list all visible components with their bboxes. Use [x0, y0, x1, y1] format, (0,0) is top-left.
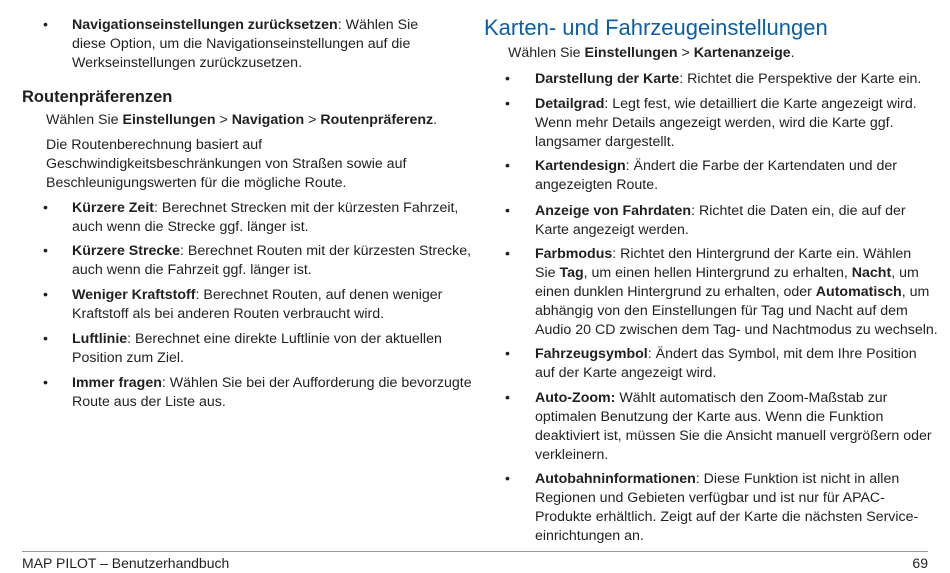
bullet: •: [505, 471, 510, 487]
footer-divider: [22, 551, 928, 552]
page-number: 69: [912, 555, 928, 571]
bullet: •: [505, 346, 510, 362]
list-item-kartendesign: • Kartendesign: Ändert die Farbe der Kartendaten und der angezeigten Route.: [505, 158, 897, 193]
menu-path: Wählen Sie Einstellungen > Navigation > Routenpräferenz.: [46, 112, 438, 128]
list-item-kuerzere-zeit: • Kürzere Zeit: Berechnet Strecken mit der kürzesten Fahrzeit, auch wenn die Strecke ggf. länger ist.: [43, 200, 459, 235]
list-item-reset: • Navigationseinstellungen zurücksetzen: Wählen Sie diese Option, um die Navigationseinstellungen auf die Werkseinstellungen zurückzusetzen.: [43, 17, 419, 71]
footer-title: MAP PILOT – Benutzerhandbuch: [22, 555, 230, 571]
bullet: •: [505, 71, 510, 87]
bullet: •: [43, 287, 48, 303]
bullet: •: [43, 375, 48, 391]
list-item-weniger-kraftstoff: • Weniger Kraftstoff: Berechnet Routen, auf denen weniger Kraftstoff als bei anderen Routen verbraucht wird.: [43, 287, 443, 322]
bullet: •: [43, 331, 48, 347]
bullet: •: [505, 96, 510, 112]
list-item-autobahninformationen: • Autobahninformationen: Diese Funktion ist nicht in allen Regionen und Gebieten verfügbar und ist nur für APAC- Produkte erhältlich. Zeigt auf der Karte die nächsten Service- einrichtungen an.: [505, 471, 919, 544]
bullet: •: [43, 200, 48, 216]
bullet: •: [505, 246, 510, 262]
list-item-auto-zoom: • Auto-Zoom: Wählt automatisch den Zoom-Maßstab zur optimalen Benutzung der Karte aus. Wenn die Funktion deaktiviert ist, müssen Sie die Ansicht manuell vergrößern oder verkleinern.: [505, 390, 932, 463]
list-item-fahrdaten: • Anzeige von Fahrdaten: Richtet die Daten ein, die auf der Karte angezeigt werden.: [505, 203, 906, 238]
bullet: •: [505, 203, 510, 219]
item-term: Navigationseinstellungen zurücksetzen: [72, 17, 338, 33]
list-item-detailgrad: • Detailgrad: Legt fest, wie detailliert die Karte angezeigt wird. Wenn mehr Details angezeigt werden, wird die Karte ggf. langsamer dargestellt.: [505, 96, 917, 150]
bullet: •: [43, 17, 48, 33]
bullet: •: [505, 158, 510, 174]
bullet: •: [505, 390, 510, 406]
menu-path: Wählen Sie Einstellungen > Kartenanzeige.: [508, 45, 795, 61]
list-item-kuerzere-strecke: • Kürzere Strecke: Berechnet Routen mit der kürzesten Strecke, auch wenn die Fahrzeit ggf. länger ist.: [43, 243, 472, 278]
section-heading-karten: Karten- und Fahrzeugeinstellungen: [484, 15, 828, 40]
route-intro: Die Routenberechnung basiert auf Geschwindigkeitsbeschränkungen von Straßen sowie auf Beschleunigungswerten für die mögliche Route.: [46, 137, 407, 191]
list-item-luftlinie: • Luftlinie: Berechnet eine direkte Luftlinie von der aktuellen Position zum Ziel.: [43, 331, 442, 366]
list-item-farbmodus: • Farbmodus: Richtet den Hintergrund der Karte ein. Wählen Sie Tag, um einen hellen Hintergrund zu erhalten, Nacht, um einen dunklen Hintergrund zu erhalten, oder Automatisch, um abhängig von den Einstellungen für Tag und Nacht auf dem Audio 20 CD zwischen dem Tag- und Nachtmodus zu wechseln.: [505, 246, 938, 338]
bullet: •: [43, 243, 48, 259]
list-item-darstellung: • Darstellung der Karte: Richtet die Perspektive der Karte ein.: [505, 71, 922, 87]
list-item-fahrzeugsymbol: • Fahrzeugsymbol: Ändert das Symbol, mit dem Ihre Position auf der Karte angezeigt wird.: [505, 346, 917, 381]
section-heading-routenpraeferenzen: Routenpräferenzen: [22, 88, 173, 106]
list-item-immer-fragen: • Immer fragen: Wählen Sie bei der Aufforderung die bevorzugte Route aus der Liste aus.: [43, 375, 472, 410]
